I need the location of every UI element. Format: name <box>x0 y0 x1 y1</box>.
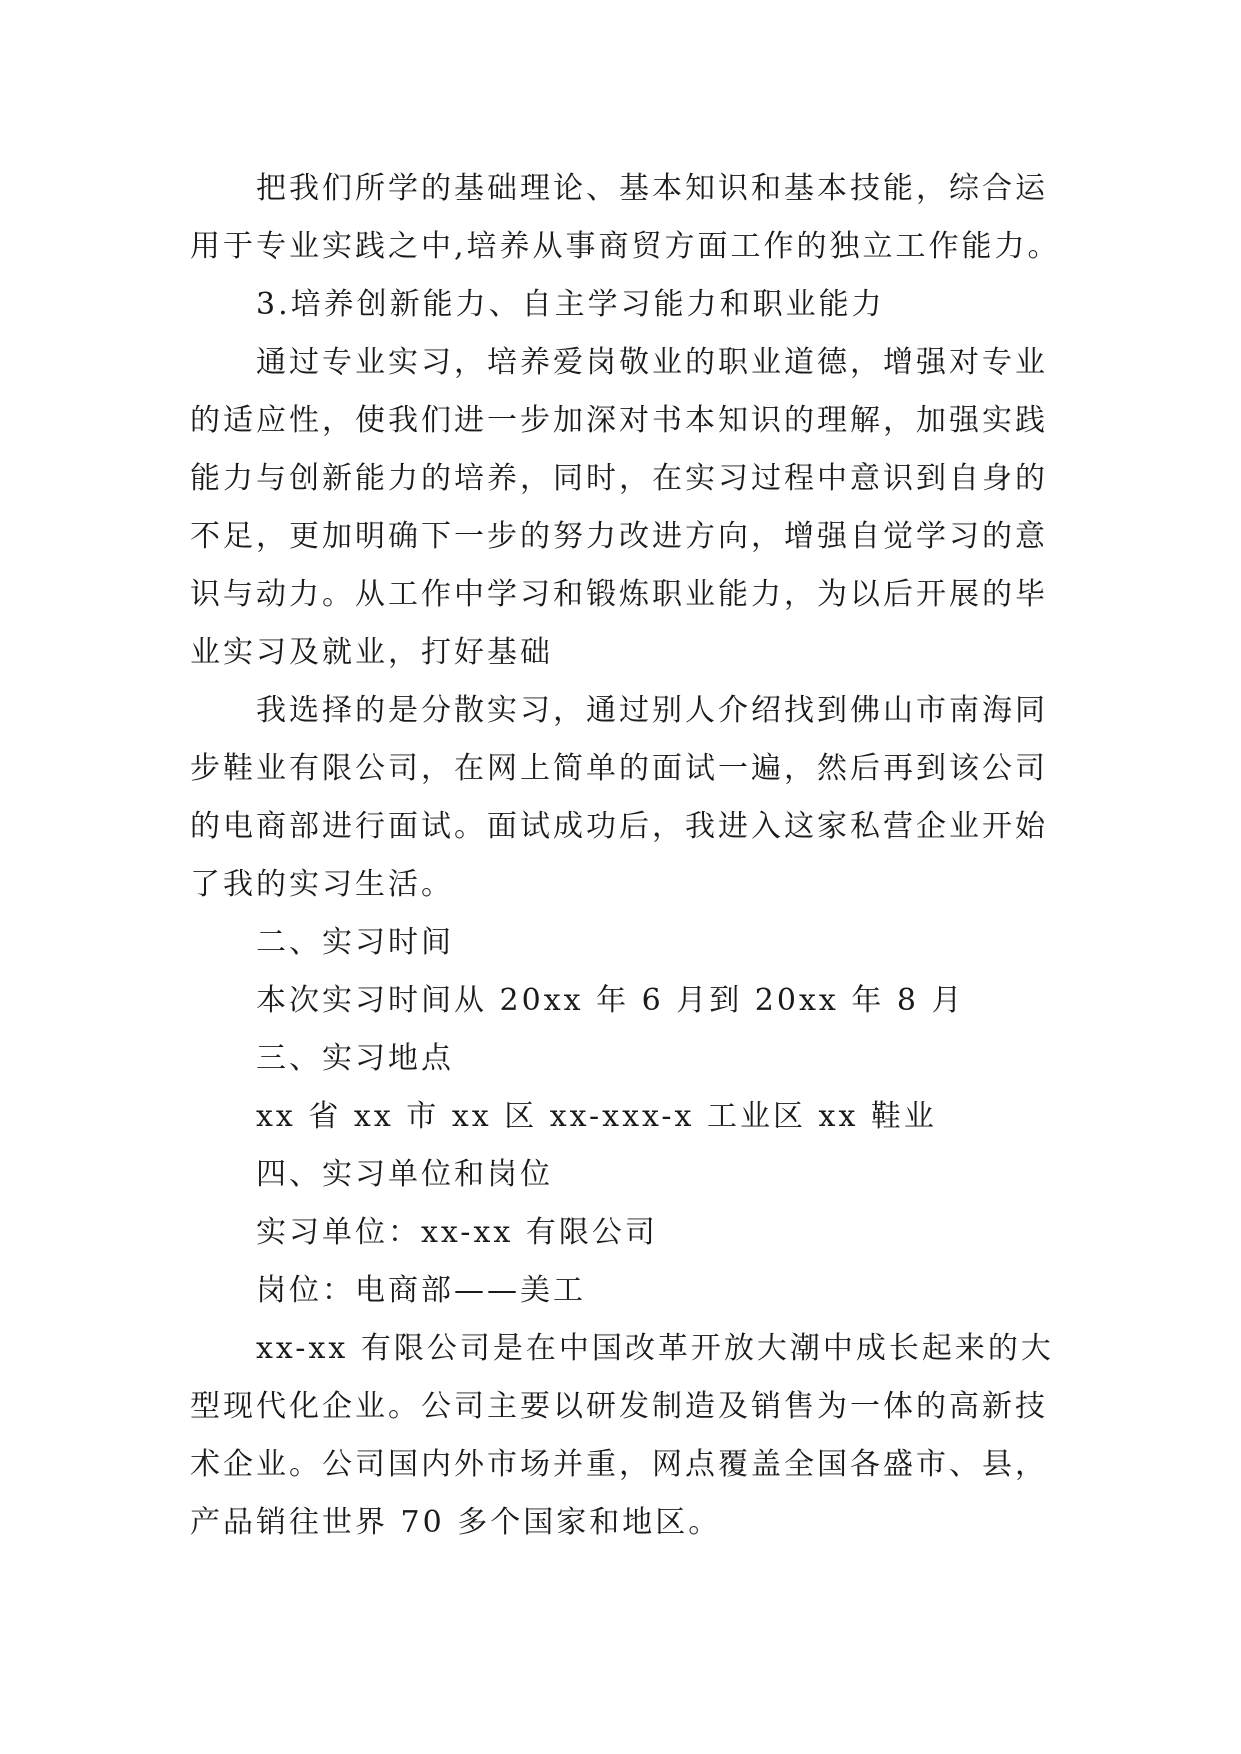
paragraph-line: 本次实习时间从 20xx 年 6 月到 20xx 年 8 月 <box>256 983 965 1018</box>
paragraph-line: 产品销往世界 70 多个国家和地区。 <box>190 1505 722 1540</box>
paragraph-line: 通过专业实习，培养爱岗敬业的职业道德，增强对专业 <box>256 345 1048 380</box>
document-body <box>190 160 1061 1552</box>
paragraph-line: xx 省 xx 市 xx 区 xx-xxx-x 工业区 xx 鞋业 <box>256 1099 937 1134</box>
paragraph-line: 业实习及就业，打好基础 <box>190 635 553 670</box>
paragraph-line: 了我的实习生活。 <box>190 867 454 902</box>
section-heading: 三、实习地点 <box>256 1041 454 1076</box>
paragraph-line: 术企业。公司国内外市场并重，网点覆盖全国各盛市、县， <box>190 1447 1048 1482</box>
paragraph-line: 的电商部进行面试。面试成功后，我进入这家私营企业开始 <box>190 809 1048 844</box>
paragraph-line: 能力与创新能力的培养，同时，在实习过程中意识到自身的 <box>190 461 1048 496</box>
paragraph-line: 我选择的是分散实习，通过别人介绍找到佛山市南海同 <box>256 693 1048 728</box>
paragraph-line: xx-xx 有限公司是在中国改革开放大潮中成长起来的大 <box>256 1331 1054 1366</box>
paragraph-line: 步鞋业有限公司，在网上简单的面试一遍，然后再到该公司 <box>190 751 1048 786</box>
section-heading: 3.培养创新能力、自主学习能力和职业能力 <box>256 287 885 322</box>
section-heading: 四、实习单位和岗位 <box>256 1157 553 1192</box>
paragraph-line: 岗位：电商部——美工 <box>256 1273 586 1308</box>
paragraph-line: 的适应性，使我们进一步加深对书本知识的理解，加强实践 <box>190 403 1048 438</box>
paragraph-line: 识与动力。从工作中学习和锻炼职业能力，为以后开展的毕 <box>190 577 1048 612</box>
paragraph-line: 型现代化企业。公司主要以研发制造及销售为一体的高新技 <box>190 1389 1048 1424</box>
paragraph-line: 实习单位：xx-xx 有限公司 <box>256 1215 658 1250</box>
paragraph-line: 不足，更加明确下一步的努力改进方向，增强自觉学习的意 <box>190 519 1048 554</box>
paragraph-line: 用于专业实践之中,培养从事商贸方面工作的独立工作能力。 <box>190 229 1061 264</box>
section-heading: 二、实习时间 <box>256 925 454 960</box>
paragraph-line: 把我们所学的基础理论、基本知识和基本技能，综合运 <box>256 171 1048 206</box>
